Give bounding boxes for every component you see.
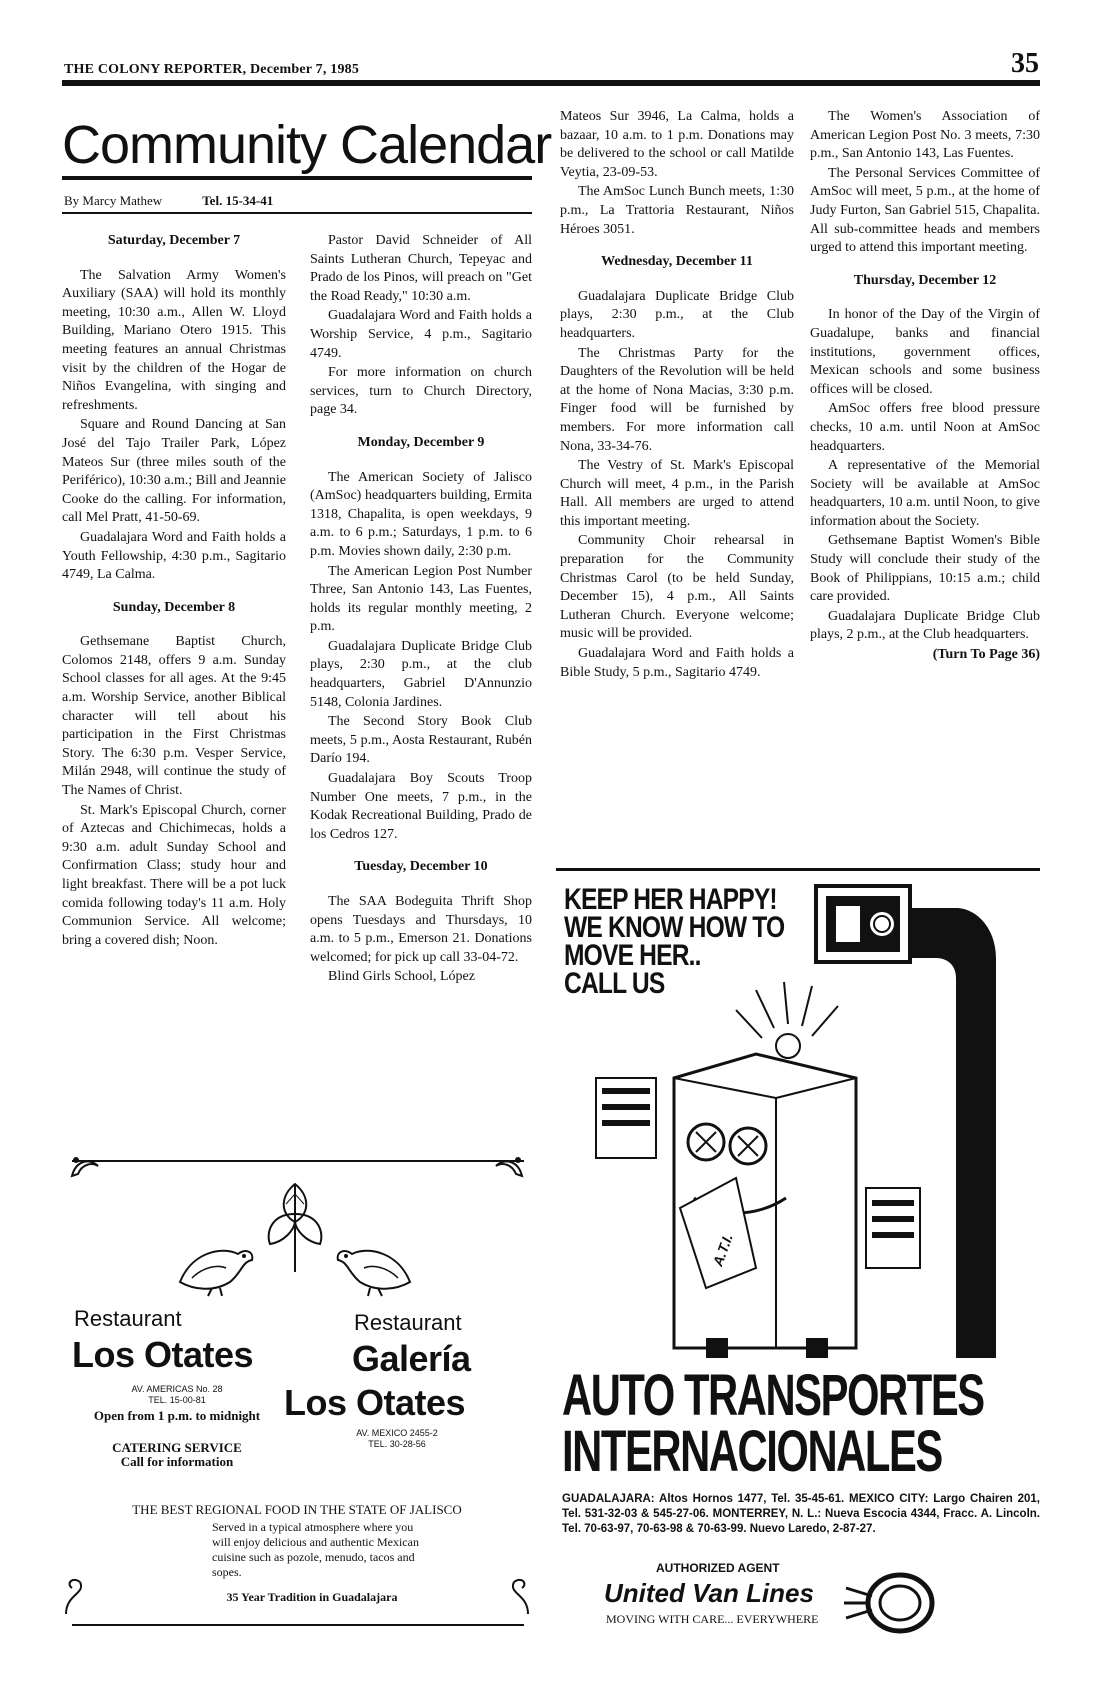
event-paragraph: A representative of the Memorial Society will be available at AmSoc headquarters, 10 a.m. until Noon, to give information about the Society. (810, 458, 1040, 529)
event-paragraph: The American Society of Jalisco (AmSoc) headquarters building, Ermita 1318, Chapalita, is open weekdays, 9 a.m. to 6 p.m.; Saturdays, 1 p.m. to 6 p.m. Movies shown daily, 2:30 p.m. (310, 469, 532, 559)
leaf-icon (260, 1174, 330, 1274)
byline-author: By Marcy Mathew (64, 193, 163, 208)
headline-line: WE KNOW HOW TO (564, 911, 785, 944)
calendar-title: Community Calendar (62, 115, 552, 175)
headline-line: CALL US (564, 967, 665, 1000)
byline-rule (62, 212, 532, 214)
truck-illustration (556, 878, 1046, 1368)
event-paragraph: Guadalajara Duplicate Bridge Club plays, 2:30 p.m., at the club headquarters, Gabriel D'Annunzio 5148, Colonia Jardines. (310, 638, 532, 710)
event-paragraph: St. Mark's Episcopal Church, corner of Aztecas and Chichimecas, holds a 9:30 a.m. adult Sunday School and Confirmation Class; study hour and light breakfast. There will be a pot luck comida following today's 11 a.m. Holy Communion Service. All welcome; bring a covered dish; Noon. (62, 802, 286, 948)
event-paragraph: The AmSoc Lunch Bunch meets, 1:30 p.m., La Trattoria Restaurant, Niños Héroes 3051. (560, 184, 794, 237)
event-paragraph: The American Legion Post Number Three, San Antonio 143, Las Fuentes, holds its regular monthly meeting, 2 p.m. (310, 563, 532, 635)
event-paragraph: Community Choir rehearsal in preparation for the Community Christmas Carol (to be held Sunday, December 15), 4 p.m., All Saints Lutheran Church. Everyone welcome; music will be provided. (560, 533, 794, 642)
right-address: AV. MEXICO 2455-2 (356, 1428, 438, 1438)
running-head: THE COLONY REPORTER, December 7, 1985 (64, 62, 360, 77)
day-heading-tuesday: Tuesday, December 10 (354, 859, 488, 875)
ornament-icon (486, 1152, 526, 1182)
tagline: THE BEST REGIONAL FOOD IN THE STATE OF JALISCO (132, 1502, 462, 1517)
column-3 (560, 108, 794, 683)
event-paragraph: The Salvation Army Women's Auxiliary (SAA) will hold its monthly meeting, 10:30 a.m., Allen W. Lloyd Building, Mariano Otero 1915. This meeting features an annual Christmas visit by the children of the Hogar de Niños Evangelina, with singing and refreshments. (62, 267, 286, 413)
ornament-icon (498, 1574, 532, 1618)
event-paragraph: The SAA Bodeguita Thrift Shop opens Tuesdays and Thursdays, 10 a.m. to 5 p.m., Emerson 21. Donations welcomed; for pick up call 33-04-72. (310, 894, 532, 965)
right-restaurant-name-2: Los Otates (284, 1382, 466, 1423)
ornament-icon (68, 1152, 108, 1182)
day-heading-wednesday: Wednesday, December 11 (601, 254, 753, 270)
hours: Open from 1 p.m. to midnight (93, 1408, 261, 1423)
event-paragraph: Mateos Sur 3946, La Calma, holds a bazaar, 10 a.m. to 1 p.m. Donations may be delivered to the school or call Matilde Veytia, 23-09-53. (560, 109, 794, 180)
restaurant-ad (62, 1160, 532, 1630)
headline-line: MOVE HER.. (564, 939, 701, 972)
bird-icon (332, 1232, 418, 1298)
event-paragraph: Gethsemane Baptist Women's Bible Study will conclude their study of the Book of Philippians, 10:15 a.m.; child care provided. (810, 533, 1040, 605)
united-logo-icon (842, 1568, 942, 1638)
day-heading-sunday: Sunday, December 8 (112, 599, 236, 615)
event-paragraph: The Vestry of St. Mark's Episcopal Church will meet, 4 p.m., in the Parish Hall. All members are urged to attend this important meeting. (560, 458, 794, 529)
company-name (562, 1363, 984, 1484)
tradition: 35 Year Tradition in Guadalajara (226, 1590, 398, 1604)
authorized-agent: AUTHORIZED AGENT (656, 1561, 780, 1575)
event-paragraph: Guadalajara Word and Faith holds a Bible Study, 5 p.m., Sagitario 4749. (560, 646, 794, 680)
day-heading-saturday: Saturday, December 7 (107, 233, 241, 248)
event-paragraph: The Second Story Book Club meets, 5 p.m., Aosta Restaurant, Rubén Darío 194. (310, 714, 532, 767)
day-heading-thursday: Thursday, December 12 (853, 272, 997, 288)
company-addresses: GUADALAJARA: Altos Hornos 1477, Tel. 35-45-61. MEXICO CITY: Largo Chairen 201, Tel. 531-32-03 & 545-27-06. MONTERREY, N. L.: Nueva Escocia 4344, Fracc. A. Lincoln. Tel. 70-63-97, 70-63-98 & 70-63-99. Nuevo Laredo, 2-87-27. (562, 1493, 1040, 1535)
event-paragraph: Guadalajara Duplicate Bridge Club plays, 2 p.m., at the Club headquarters. (810, 608, 1040, 643)
right-restaurant-name-1: Galería (352, 1338, 471, 1379)
catering: CATERING SERVICE (112, 1440, 242, 1455)
event-paragraph: Square and Round Dancing at San José del Tajo Trailer Park, López Mateos Sur (three miles south of the Periférico), 10:30 a.m.; Bill and Jeannie Cooke do the calling. For information, call Mel Pratt, 41-50-69. (62, 417, 286, 526)
ads-rule (556, 868, 1040, 871)
event-paragraph: Blind Girls School, López (328, 969, 475, 985)
headline-line: KEEP HER HAPPY! (564, 883, 777, 916)
title-rule (62, 176, 532, 180)
event-paragraph: AmSoc offers free blood pressure checks, 10 a.m. until Noon at AmSoc headquarters. (810, 401, 1040, 454)
company-line-1: AUTO TRANSPORTES (562, 1363, 984, 1428)
event-paragraph: Guadalajara Word and Faith holds a Youth Fellowship, 4:30 p.m., Sagitario 4749, La Calma. (62, 529, 286, 583)
ornament-icon (62, 1574, 96, 1618)
event-paragraph: Guadalajara Word and Faith holds a Worship Service, 4 p.m., Sagitario 4749. (310, 308, 532, 361)
event-paragraph: The Christmas Party for the Daughters of the Revolution will be held at the home of Nona Macias, 3:30 p.m. Finger food will be furnished by members. For more information call Nona, 33-34-76. (560, 345, 794, 454)
turn-to-page (810, 646, 1040, 665)
event-paragraph: Pastor David Schneider of All Saints Lutheran Church, Tepeyac and Prado de los Pinos, will preach on "Get the Road Ready," 10:30 a.m. (310, 233, 532, 304)
company-line-2: INTERNACIONALES (562, 1419, 942, 1484)
column-4 (810, 108, 1040, 666)
event-paragraph: Guadalajara Boy Scouts Troop Number One meets, 7 p.m., in the Kodak Recreational Building, Prado de los Cedros 127. (310, 771, 532, 842)
header-rule (62, 80, 1040, 86)
right-restaurant-label: Restaurant (354, 1310, 462, 1335)
left-restaurant-name: Los Otates (72, 1334, 254, 1375)
united-van-lines: United Van Lines (604, 1578, 814, 1608)
byline-tel: Tel. 15-34-41 (202, 193, 274, 208)
event-paragraph: For more information on church services, turn to Church Directory, page 34. (310, 365, 532, 418)
call-info: Call for information (120, 1454, 234, 1469)
event-paragraph: The Women's Association of American Legion Post No. 3 meets, 7:30 p.m., San Antonio 143, Las Fuentes. (810, 109, 1040, 162)
event-paragraph: Gethsemane Baptist Church, Colomos 2148, offers 9 a.m. Sunday School classes for all ages. At the 9:45 a.m. Worship Service, another Biblical character will tell about his participation in the First Christmas Story. The 6:30 p.m. Vesper Service, Milán 2948, will continue the study of The Names of Christ. (62, 634, 286, 799)
left-restaurant-label: Restaurant (74, 1306, 182, 1331)
slogan: MOVING WITH CARE... EVERYWHERE (606, 1612, 819, 1626)
event-paragraph: The Personal Services Committee of AmSoc will meet, 5 p.m., at the home of Judy Furton, San Gabriel 515, Chapalita. All sub-committee heads and members urged to attend this important meeting. (810, 165, 1040, 256)
truck-letters: A.T.I. (709, 1231, 736, 1269)
column-2 (310, 232, 532, 988)
left-address: AV. AMERICAS No. 28 (131, 1384, 223, 1394)
byline (64, 193, 273, 209)
column-1 (62, 218, 286, 951)
right-tel: TEL. 30-28-56 (368, 1439, 426, 1449)
description: Served in a typical atmosphere where you will enjoy delicious and authentic Mexican cuisine such as pozole, menudo, tacos and sopes. (212, 1520, 419, 1579)
moving-ad (556, 878, 1046, 1648)
left-tel: TEL. 15-00-81 (148, 1395, 206, 1405)
page-number: 35 (1011, 48, 1039, 79)
event-paragraph: Guadalajara Duplicate Bridge Club plays, 2:30 p.m., at the Club headquarters. (560, 288, 794, 341)
event-paragraph: In honor of the Day of the Virgin of Guadalupe, banks and financial institutions, government offices, Mexican schools and some business offices will be closed. (810, 307, 1040, 397)
bird-icon (172, 1232, 258, 1298)
day-heading-monday: Monday, December 9 (357, 434, 485, 450)
turn-label: (Turn To Page 36) (932, 647, 1040, 663)
